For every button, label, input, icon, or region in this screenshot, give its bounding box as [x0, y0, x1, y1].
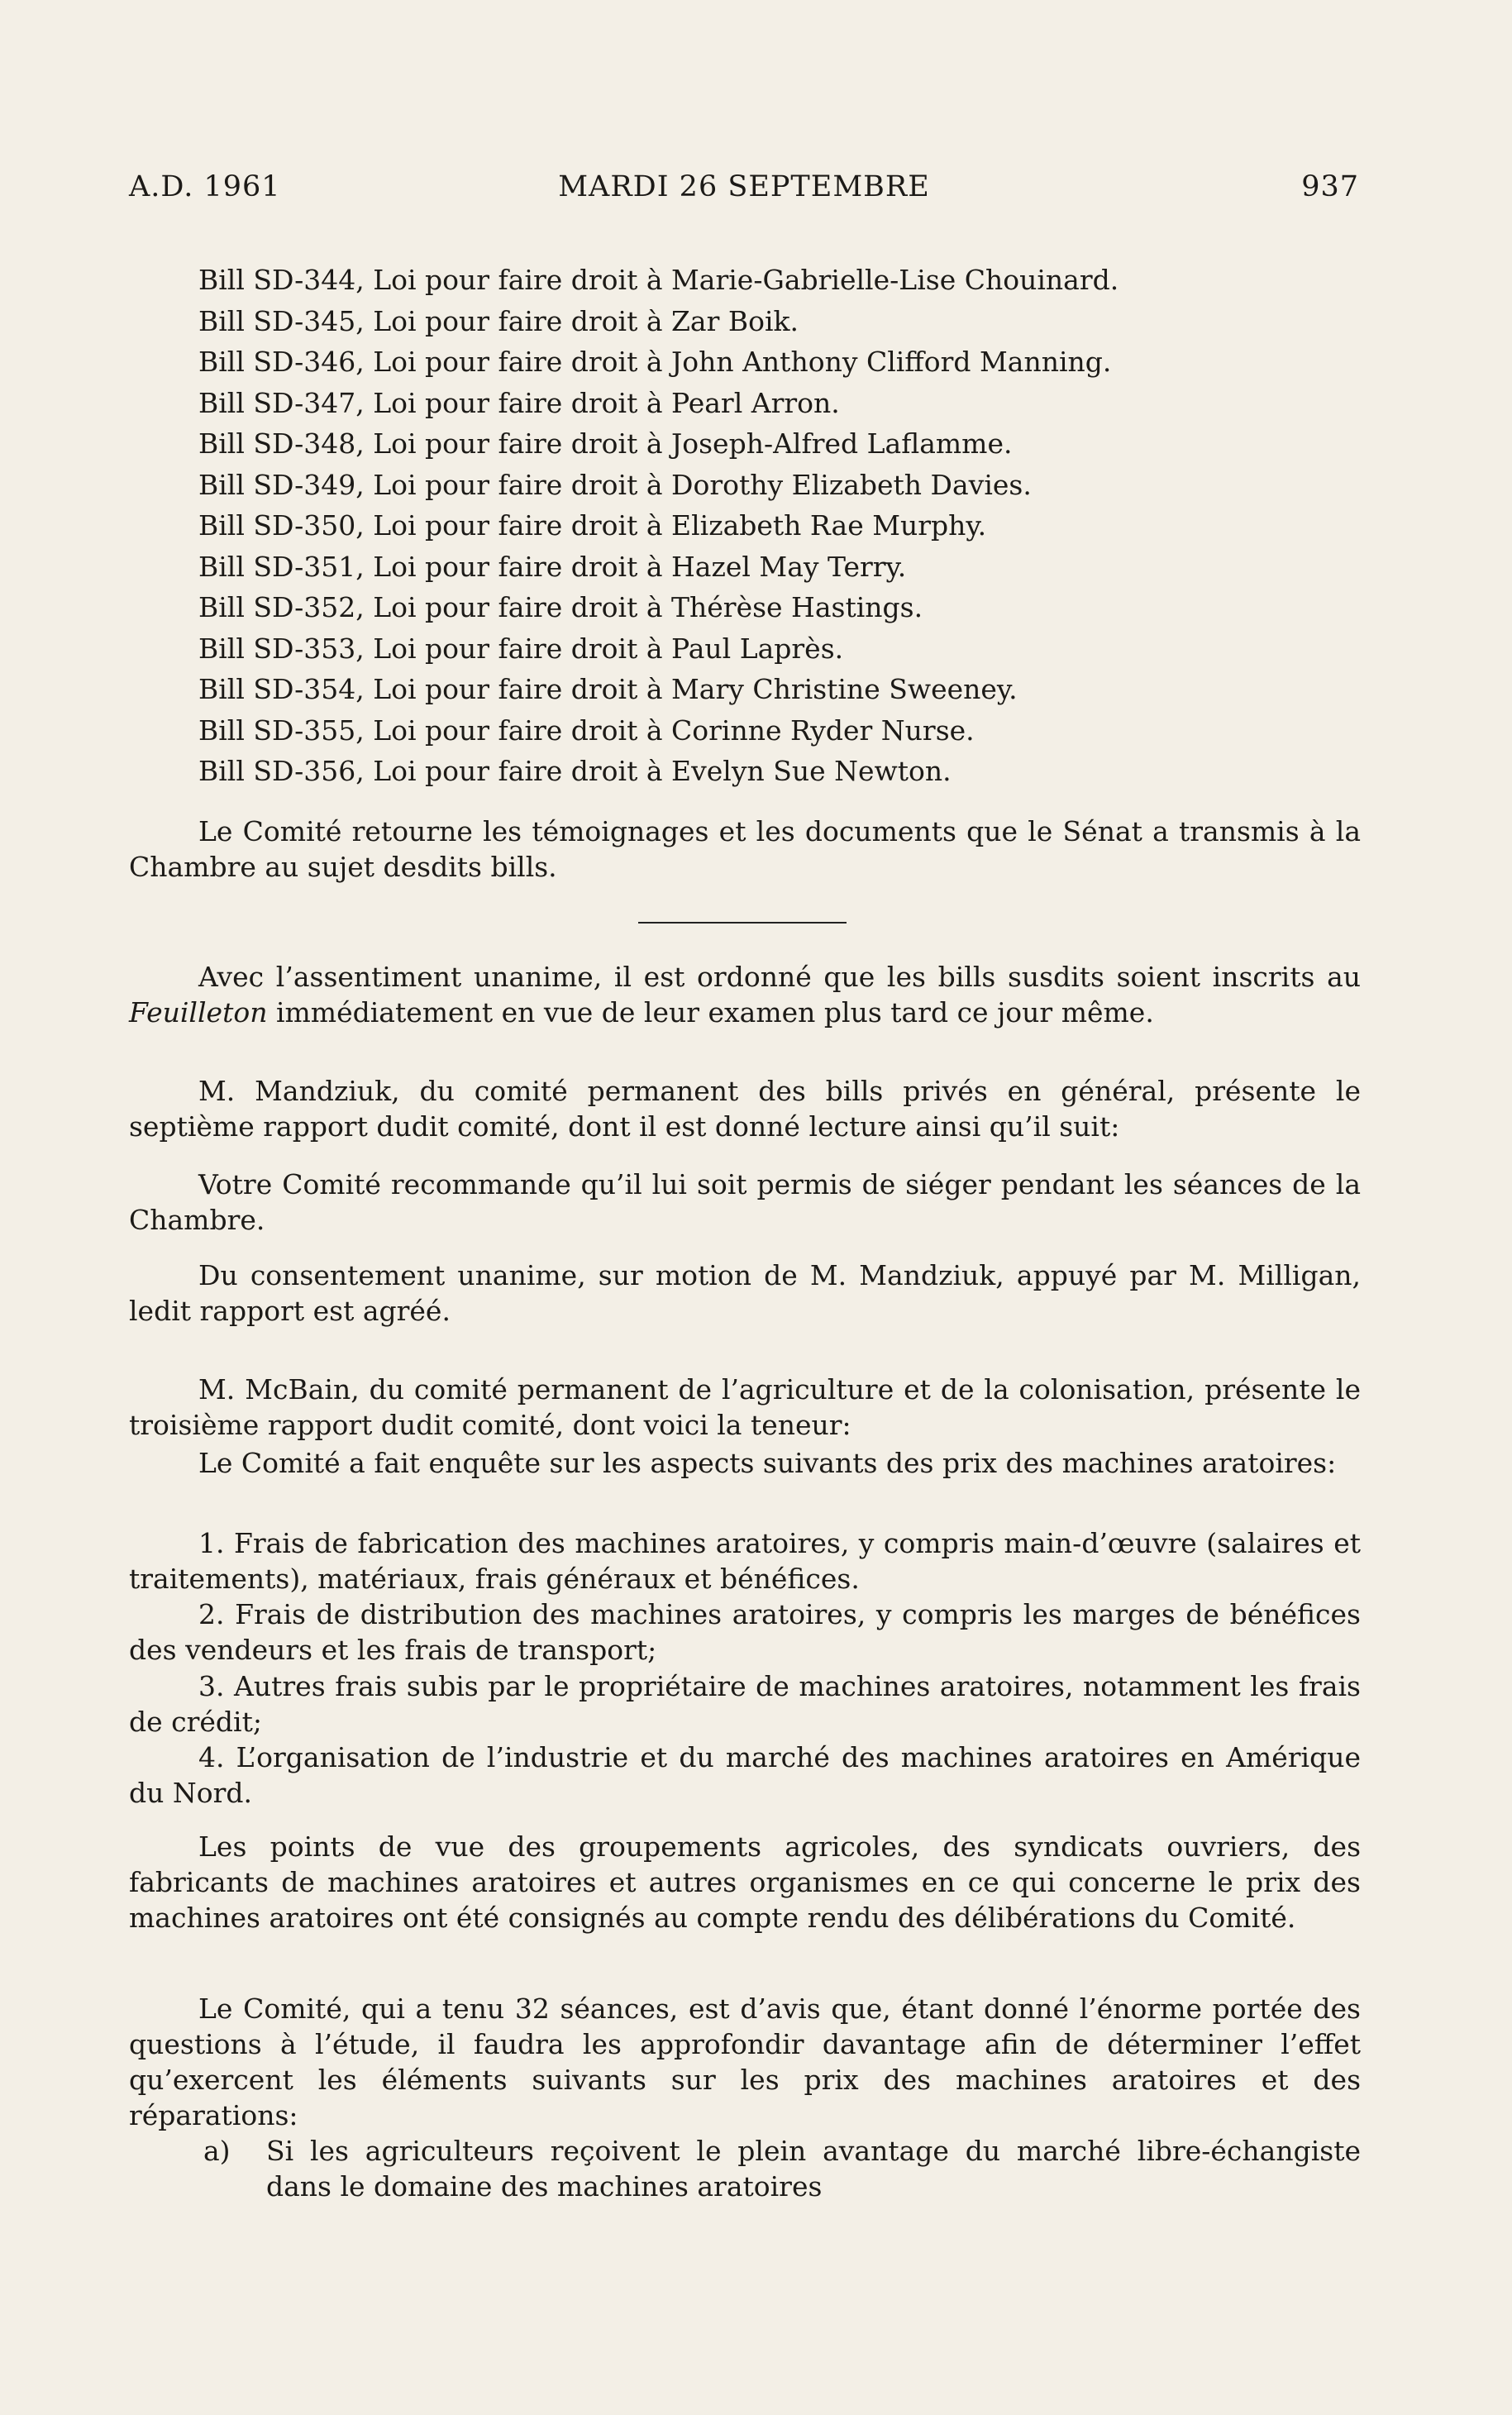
list-item-a-label: a)	[203, 2135, 231, 2167]
paragraph-return-documents: Le Comité retourne les témoignages et les documents que le Sénat a transmis à la Chambre au sujet desdits bills.	[129, 815, 1361, 883]
list-item-a-body: Si les agriculteurs reçoivent le plein avantage du marché libre-échangiste dans le domaine des machines aratoires	[266, 2135, 1361, 2203]
bill-entry: Bill SD-355, Loi pour faire droit à Corinne Ryder Nurse.	[198, 714, 975, 747]
bill-entry: Bill SD-354, Loi pour faire droit à Mary Christine Sweeney.	[198, 673, 1018, 705]
bill-entry: Bill SD-346, Loi pour faire droit à John Anthony Clifford Manning.	[198, 346, 1112, 378]
paragraph-mcbain-report: M. McBain, du comité permanent de l’agriculture et de la colonisation, présente le troisième rapport dudit comité, dont voici la teneur:	[129, 1373, 1361, 1441]
bill-entry: Bill SD-356, Loi pour faire droit à Evelyn Sue Newton.	[198, 755, 952, 787]
list-item-3: 3. Autres frais subis par le propriétaire de machines aratoires, notamment les frais de crédit;	[129, 1670, 1361, 1738]
bill-entry: Bill SD-349, Loi pour faire droit à Dorothy Elizabeth Davies.	[198, 468, 1032, 501]
feuilleton-italic: Feuilleton	[129, 996, 268, 1029]
paragraph-inquiry-aspects: Le Comité a fait enquête sur les aspects suivants des prix des machines aratoires:	[198, 1447, 1337, 1479]
page-number: 937	[1301, 170, 1359, 203]
list-item-1: 1. Frais de fabrication des machines aratoires, y compris main-d’œuvre (salaires et traitements), matériaux, frais généraux et bénéfices.	[129, 1527, 1361, 1595]
header-date: MARDI 26 SEPTEMBRE	[558, 170, 930, 203]
paragraph-viewpoints: Les points de vue des groupements agricoles, des syndicats ouvriers, des fabricants de machines aratoires et autres organismes en ce qui concerne le prix des machines aratoires ont été consignés au compte rendu des délibérations du Comité.	[129, 1830, 1361, 1934]
header-year: A.D. 1961	[129, 170, 281, 203]
list-item-a-text	[203, 2133, 1361, 2204]
bill-entry: Bill SD-348, Loi pour faire droit à Joseph-Alfred Laflamme.	[198, 427, 1013, 460]
paragraph-committee-opinion: Le Comité, qui a tenu 32 séances, est d’avis que, étant donné l’énorme portée des questions à l’étude, il faudra les approfondir davantage afin de déterminer l’effet qu’exercent les éléments suivants sur les prix des machines aratoires et des réparations:	[129, 1993, 1361, 2131]
list-item-4: 4. L’organisation de l’industrie et du marché des machines aratoires en Amérique du Nord.	[129, 1741, 1361, 1809]
paragraph-feuilleton	[129, 959, 1361, 1030]
bill-entry: Bill SD-350, Loi pour faire droit à Elizabeth Rae Murphy.	[198, 509, 987, 542]
bill-entry: Bill SD-344, Loi pour faire droit à Marie-Gabrielle-Lise Chouinard.	[198, 264, 1119, 296]
paragraph-committee-recommendation: Votre Comité recommande qu’il lui soit permis de siéger pendant les séances de la Chambre.	[129, 1168, 1361, 1236]
paragraph-motion-agreed: Du consentement unanime, sur motion de M. Mandziuk, appuyé par M. Milligan, ledit rapport est agréé.	[129, 1259, 1361, 1327]
bill-entry: Bill SD-347, Loi pour faire droit à Pearl Arron.	[198, 386, 840, 419]
bill-entry: Bill SD-353, Loi pour faire droit à Paul Laprès.	[198, 632, 844, 665]
bill-entry: Bill SD-351, Loi pour faire droit à Hazel May Terry.	[198, 550, 907, 583]
list-item-a	[203, 2133, 1361, 2204]
paragraph-text: immédiatement en vue de leur examen plus tard ce jour même.	[267, 996, 1154, 1029]
page-header	[129, 170, 1359, 212]
bill-entry: Bill SD-345, Loi pour faire droit à Zar Boik.	[198, 304, 799, 337]
paragraph-mandziuk-report: M. Mandziuk, du comité permanent des bills privés en général, présente le septième rapport dudit comité, dont il est donné lecture ainsi qu’il suit:	[129, 1075, 1361, 1143]
section-divider	[638, 922, 847, 924]
list-item-2: 2. Frais de distribution des machines aratoires, y compris les marges de bénéfices des vendeurs et les frais de transport;	[129, 1598, 1361, 1666]
bill-entry: Bill SD-352, Loi pour faire droit à Thérèse Hastings.	[198, 591, 923, 623]
bill-list	[198, 260, 1356, 792]
paragraph-text: Avec l’assentiment unanime, il est ordonné que les bills susdits soient inscrits au	[198, 961, 1361, 993]
